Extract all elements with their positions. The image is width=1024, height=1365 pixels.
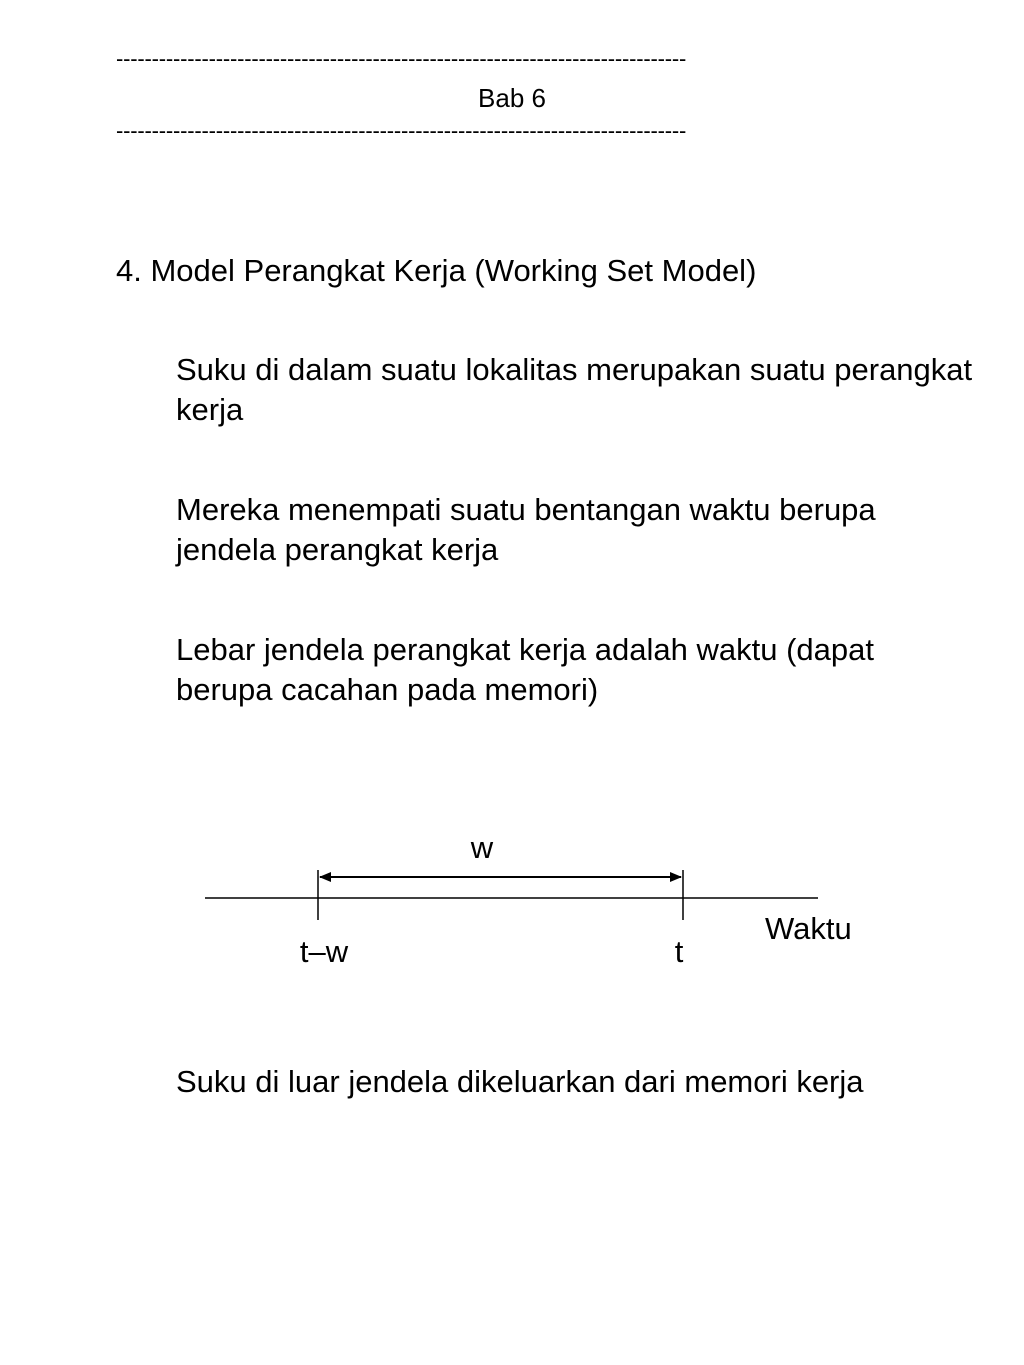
header-rule-bottom: -------------------------------------------------------------------------------- [116, 118, 687, 143]
paragraph-window-width: Lebar jendela perangkat kerja adalah waktu (dapat berupa cacahan pada memori) [176, 632, 874, 707]
paragraph-locality: Suku di dalam suatu lokalitas merupakan suatu perangkat kerja [176, 352, 973, 427]
window-end-label: t [674, 934, 684, 969]
header-rule-top: -------------------------------------------------------------------------------- [116, 46, 687, 71]
paragraph-time-span: Mereka menempati suatu bentangan waktu berupa jendela perangkat kerja [176, 492, 876, 567]
paragraph-outside-window: Suku di luar jendela dikeluarkan dari memori kerja [176, 1064, 864, 1099]
chapter-title: Bab 6 [478, 83, 546, 113]
axis-label: Waktu [765, 911, 852, 946]
working-set-window-diagram [0, 820, 1024, 990]
section-heading: 4. Model Perangkat Kerja (Working Set Model) [116, 253, 757, 288]
window-width-label: w [470, 830, 494, 865]
window-start-label: t–w [299, 934, 349, 969]
